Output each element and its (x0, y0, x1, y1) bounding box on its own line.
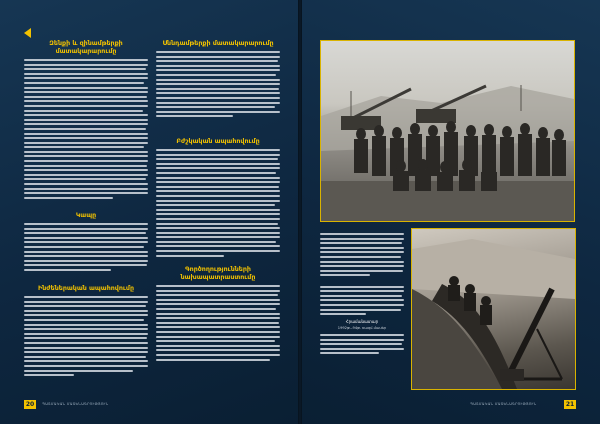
body-text (156, 285, 280, 361)
photo-caption-dates: 1992թ.–94թ. ռազմ.մասեր (337, 326, 387, 331)
photo-caption-name: Հրամանատար (345, 319, 379, 325)
mortar-trench-photo (411, 228, 576, 390)
body-text (156, 51, 280, 117)
left-column-2-bottom (156, 266, 280, 363)
section-heading: Ինժեներական ապահովումը (38, 285, 134, 292)
left-column-1 (24, 40, 148, 201)
page-gutter (298, 0, 302, 424)
left-page-number: 20 (25, 401, 35, 408)
left-footer-text: ՊԱՏՄԱԿԱՆ ՄԱՏԵՆԱԳՐՈՒԹՅՈՒՆ (42, 402, 109, 406)
body-text (320, 334, 404, 354)
section-heading: Բժշկական ապահովումը (176, 138, 260, 145)
section-heading: Սննդամթերքի մատակարարումը (162, 40, 274, 47)
left-column-1-middle (24, 212, 148, 274)
left-column-2-middle (156, 138, 280, 259)
section-heading: Գործողությունների նախապատրաստումը (180, 266, 256, 281)
right-page-number: 21 (565, 401, 575, 408)
section-heading: Զենքի և զինամթերքի մատակարարումը (49, 40, 123, 55)
right-footer-text: ՊԱՏՄԱԿԱՆ ՄԱՏԵՆԱԳՐՈՒԹՅՈՒՆ (470, 402, 537, 406)
section-heading: Կապը (75, 212, 97, 219)
left-column-1-bottom (24, 285, 148, 379)
body-text (24, 296, 148, 376)
body-text (156, 149, 280, 257)
group-photo-soldiers (320, 40, 575, 222)
body-text (24, 223, 148, 271)
left-column-2 (156, 40, 280, 120)
group-photo-illustration (321, 41, 574, 221)
body-text (320, 233, 404, 315)
right-column-text (320, 230, 404, 357)
triangle-left-icon (24, 28, 31, 38)
mortar-trench-illustration (412, 229, 575, 389)
body-text (24, 59, 148, 199)
